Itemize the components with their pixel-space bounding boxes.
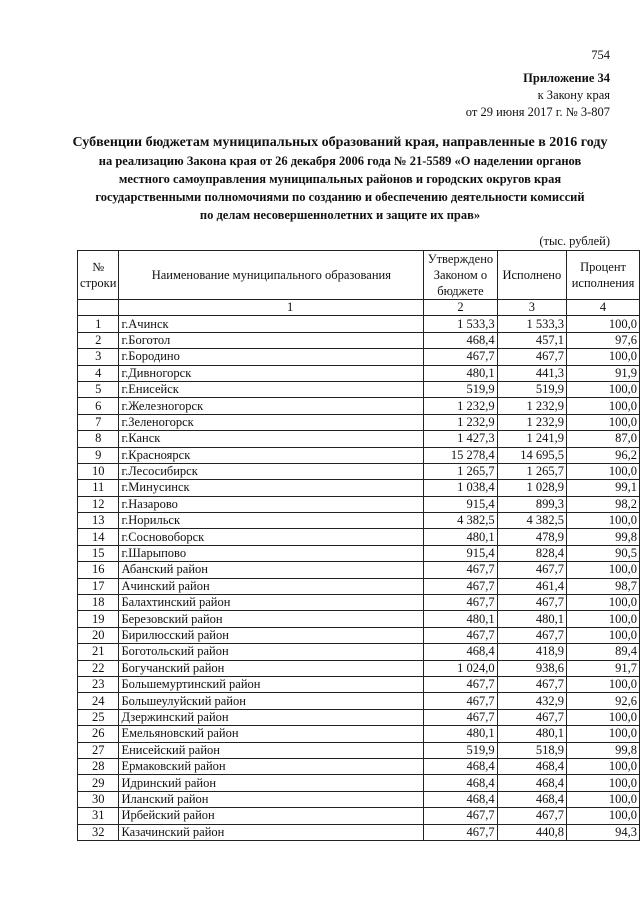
executed-amount: 418,9 <box>497 644 566 660</box>
row-number: 32 <box>78 824 119 840</box>
municipality-name: г.Ачинск <box>119 316 424 332</box>
row-number: 18 <box>78 595 119 611</box>
row-number: 19 <box>78 611 119 627</box>
executed-amount: 828,4 <box>497 545 566 561</box>
approved-amount: 480,1 <box>424 365 497 381</box>
municipality-name: г.Красноярск <box>119 447 424 463</box>
table-row <box>78 578 640 594</box>
table-row <box>78 758 640 774</box>
municipality-name: г.Зеленогорск <box>119 414 424 430</box>
table-row <box>78 398 640 414</box>
executed-amount: 480,1 <box>497 726 566 742</box>
municipality-name: г.Минусинск <box>119 480 424 496</box>
municipality-name: Емельяновский район <box>119 726 424 742</box>
municipality-name: Казачинский район <box>119 824 424 840</box>
municipality-name: Боготольский район <box>119 644 424 660</box>
table-row <box>78 824 640 840</box>
execution-percent: 100,0 <box>567 709 640 725</box>
municipality-name: г.Шарыпово <box>119 545 424 561</box>
execution-percent: 100,0 <box>567 676 640 692</box>
header-approved: Утверждено Законом о бюджете <box>424 251 497 300</box>
executed-amount: 519,9 <box>497 381 566 397</box>
table-row <box>78 808 640 824</box>
executed-amount: 468,4 <box>497 758 566 774</box>
executed-amount: 1 533,3 <box>497 316 566 332</box>
table-row <box>78 431 640 447</box>
approved-amount: 480,1 <box>424 529 497 545</box>
title-line-2: на реализацию Закона края от 26 декабря 2006 года № 21-5589 «О наделении органов <box>98 154 582 168</box>
execution-percent: 100,0 <box>567 791 640 807</box>
approved-amount: 1 265,7 <box>424 463 497 479</box>
approved-amount: 915,4 <box>424 496 497 512</box>
table-row <box>78 529 640 545</box>
row-number: 21 <box>78 644 119 660</box>
executed-amount: 938,6 <box>497 660 566 676</box>
approved-amount: 468,4 <box>424 644 497 660</box>
executed-amount: 467,7 <box>497 709 566 725</box>
approved-amount: 480,1 <box>424 611 497 627</box>
approved-amount: 467,7 <box>424 824 497 840</box>
execution-percent: 100,0 <box>567 398 640 414</box>
execution-percent: 100,0 <box>567 758 640 774</box>
table-row <box>78 447 640 463</box>
table-row <box>78 463 640 479</box>
approved-amount: 468,4 <box>424 758 497 774</box>
table-header-row <box>78 251 640 300</box>
table-row <box>78 562 640 578</box>
table-row <box>78 381 640 397</box>
row-number: 17 <box>78 578 119 594</box>
municipality-name: Идринский район <box>119 775 424 791</box>
row-number: 29 <box>78 775 119 791</box>
header-row-number: № строки <box>78 251 119 300</box>
execution-percent: 97,6 <box>567 332 640 348</box>
executed-amount: 467,7 <box>497 562 566 578</box>
execution-percent: 99,8 <box>567 529 640 545</box>
table-row <box>78 676 640 692</box>
approved-amount: 1 024,0 <box>424 660 497 676</box>
table-row <box>78 726 640 742</box>
executed-amount: 432,9 <box>497 693 566 709</box>
municipality-name: г.Железногорск <box>119 398 424 414</box>
executed-amount: 14 695,5 <box>497 447 566 463</box>
municipality-name: Бирилюсский район <box>119 627 424 643</box>
table-row <box>78 644 640 660</box>
appendix-date: от 29 июня 2017 г. № 3-807 <box>465 105 610 119</box>
approved-amount: 519,9 <box>424 381 497 397</box>
table-row <box>78 709 640 725</box>
executed-amount: 440,8 <box>497 824 566 840</box>
table-row <box>78 480 640 496</box>
execution-percent: 100,0 <box>567 562 640 578</box>
municipality-name: г.Сосновоборск <box>119 529 424 545</box>
execution-percent: 100,0 <box>567 775 640 791</box>
executed-amount: 1 265,7 <box>497 463 566 479</box>
executed-amount: 468,4 <box>497 775 566 791</box>
table-row <box>78 742 640 758</box>
approved-amount: 15 278,4 <box>424 447 497 463</box>
column-number <box>78 300 119 316</box>
municipality-name: Большеулуйский район <box>119 693 424 709</box>
table-row <box>78 496 640 512</box>
municipality-name: Березовский район <box>119 611 424 627</box>
table-row <box>78 365 640 381</box>
municipality-name: г.Боготол <box>119 332 424 348</box>
table-body <box>78 316 640 841</box>
column-number: 1 <box>119 300 424 316</box>
executed-amount: 457,1 <box>497 332 566 348</box>
approved-amount: 1 427,3 <box>424 431 497 447</box>
municipality-name: Ермаковский район <box>119 758 424 774</box>
row-number: 30 <box>78 791 119 807</box>
execution-percent: 94,3 <box>567 824 640 840</box>
row-number: 11 <box>78 480 119 496</box>
executed-amount: 467,7 <box>497 627 566 643</box>
appendix-reference <box>466 70 610 121</box>
table-row <box>78 595 640 611</box>
execution-percent: 100,0 <box>567 316 640 332</box>
executed-amount: 1 241,9 <box>497 431 566 447</box>
approved-amount: 480,1 <box>424 726 497 742</box>
executed-amount: 478,9 <box>497 529 566 545</box>
column-number: 2 <box>424 300 497 316</box>
approved-amount: 1 232,9 <box>424 414 497 430</box>
table-row <box>78 349 640 365</box>
row-number: 12 <box>78 496 119 512</box>
execution-percent: 100,0 <box>567 726 640 742</box>
table-row <box>78 545 640 561</box>
execution-percent: 99,1 <box>567 480 640 496</box>
table-row <box>78 660 640 676</box>
approved-amount: 467,7 <box>424 595 497 611</box>
table-row <box>78 611 640 627</box>
table-row <box>78 791 640 807</box>
execution-percent: 100,0 <box>567 611 640 627</box>
execution-percent: 100,0 <box>567 381 640 397</box>
approved-amount: 915,4 <box>424 545 497 561</box>
header-executed: Исполнено <box>497 251 566 300</box>
executed-amount: 480,1 <box>497 611 566 627</box>
execution-percent: 89,4 <box>567 644 640 660</box>
row-number: 2 <box>78 332 119 348</box>
executed-amount: 899,3 <box>497 496 566 512</box>
execution-percent: 91,9 <box>567 365 640 381</box>
row-number: 23 <box>78 676 119 692</box>
municipality-name: г.Лесосибирск <box>119 463 424 479</box>
approved-amount: 1 038,4 <box>424 480 497 496</box>
row-number: 16 <box>78 562 119 578</box>
executed-amount: 1 232,9 <box>497 414 566 430</box>
executed-amount: 1 028,9 <box>497 480 566 496</box>
execution-percent: 90,5 <box>567 545 640 561</box>
execution-percent: 100,0 <box>567 463 640 479</box>
row-number: 20 <box>78 627 119 643</box>
municipality-name: г.Дивногорск <box>119 365 424 381</box>
approved-amount: 468,4 <box>424 775 497 791</box>
municipality-name: Большемуртинский район <box>119 676 424 692</box>
row-number: 14 <box>78 529 119 545</box>
execution-percent: 100,0 <box>567 414 640 430</box>
approved-amount: 467,7 <box>424 562 497 578</box>
municipality-name: Ачинский район <box>119 578 424 594</box>
municipality-name: Балахтинский район <box>119 595 424 611</box>
execution-percent: 100,0 <box>567 349 640 365</box>
appendix-law: к Закону края <box>537 88 610 102</box>
row-number: 10 <box>78 463 119 479</box>
execution-percent: 100,0 <box>567 595 640 611</box>
row-number: 9 <box>78 447 119 463</box>
column-number: 3 <box>497 300 566 316</box>
row-number: 7 <box>78 414 119 430</box>
approved-amount: 468,4 <box>424 791 497 807</box>
row-number: 6 <box>78 398 119 414</box>
row-number: 8 <box>78 431 119 447</box>
municipality-name: Богучанский район <box>119 660 424 676</box>
approved-amount: 467,7 <box>424 349 497 365</box>
execution-percent: 100,0 <box>567 627 640 643</box>
municipality-name: г.Канск <box>119 431 424 447</box>
approved-amount: 519,9 <box>424 742 497 758</box>
row-number: 28 <box>78 758 119 774</box>
table-row <box>78 513 640 529</box>
municipality-name: Дзержинский район <box>119 709 424 725</box>
column-number: 4 <box>567 300 640 316</box>
header-name: Наименование муниципального образования <box>119 251 424 300</box>
approved-amount: 4 382,5 <box>424 513 497 529</box>
executed-amount: 468,4 <box>497 791 566 807</box>
municipality-name: Абанский район <box>119 562 424 578</box>
municipality-name: г.Норильск <box>119 513 424 529</box>
title-line-1: Субвенции бюджетам муниципальных образований края, направленные в 2016 году <box>72 135 608 150</box>
approved-amount: 467,7 <box>424 676 497 692</box>
row-number: 5 <box>78 381 119 397</box>
municipality-name: Иланский район <box>119 791 424 807</box>
document-title <box>40 134 640 224</box>
approved-amount: 1 533,3 <box>424 316 497 332</box>
row-number: 26 <box>78 726 119 742</box>
executed-amount: 467,7 <box>497 676 566 692</box>
row-number: 4 <box>78 365 119 381</box>
approved-amount: 467,7 <box>424 808 497 824</box>
executed-amount: 1 232,9 <box>497 398 566 414</box>
approved-amount: 467,7 <box>424 627 497 643</box>
executed-amount: 4 382,5 <box>497 513 566 529</box>
execution-percent: 92,6 <box>567 693 640 709</box>
table-row <box>78 627 640 643</box>
row-number: 24 <box>78 693 119 709</box>
executed-amount: 467,7 <box>497 808 566 824</box>
row-number: 27 <box>78 742 119 758</box>
municipality-name: г.Енисейск <box>119 381 424 397</box>
title-line-3: местного самоуправления муниципальных районов и городских округов края <box>118 172 562 186</box>
municipality-name: Ирбейский район <box>119 808 424 824</box>
row-number: 3 <box>78 349 119 365</box>
executed-amount: 461,4 <box>497 578 566 594</box>
title-line-5: по делам несовершеннолетних и защите их прав» <box>199 208 481 222</box>
execution-percent: 98,2 <box>567 496 640 512</box>
row-number: 1 <box>78 316 119 332</box>
appendix-label: Приложение 34 <box>523 71 610 85</box>
approved-amount: 467,7 <box>424 578 497 594</box>
execution-percent: 91,7 <box>567 660 640 676</box>
executed-amount: 441,3 <box>497 365 566 381</box>
title-line-4: государственными полномочиями по созданию и обеспечению деятельности комиссий <box>95 190 585 204</box>
approved-amount: 1 232,9 <box>424 398 497 414</box>
execution-percent: 100,0 <box>567 808 640 824</box>
execution-percent: 96,2 <box>567 447 640 463</box>
units-label: (тыс. рублей) <box>539 234 610 248</box>
execution-percent: 98,7 <box>567 578 640 594</box>
row-number: 22 <box>78 660 119 676</box>
approved-amount: 467,7 <box>424 709 497 725</box>
execution-percent: 87,0 <box>567 431 640 447</box>
municipality-name: г.Бородино <box>119 349 424 365</box>
table-row <box>78 693 640 709</box>
executed-amount: 467,7 <box>497 349 566 365</box>
table-row <box>78 414 640 430</box>
row-number: 31 <box>78 808 119 824</box>
municipality-name: Енисейский район <box>119 742 424 758</box>
execution-percent: 99,8 <box>567 742 640 758</box>
execution-percent: 100,0 <box>567 513 640 529</box>
subsidy-table <box>77 250 640 841</box>
header-percent: Процент исполнения <box>567 251 640 300</box>
row-number: 15 <box>78 545 119 561</box>
page-number: 754 <box>591 48 610 62</box>
approved-amount: 467,7 <box>424 693 497 709</box>
table-row <box>78 316 640 332</box>
row-number: 13 <box>78 513 119 529</box>
municipality-name: г.Назарово <box>119 496 424 512</box>
table-row <box>78 775 640 791</box>
executed-amount: 467,7 <box>497 595 566 611</box>
column-number-row <box>78 300 640 316</box>
table-row <box>78 332 640 348</box>
executed-amount: 518,9 <box>497 742 566 758</box>
row-number: 25 <box>78 709 119 725</box>
approved-amount: 468,4 <box>424 332 497 348</box>
